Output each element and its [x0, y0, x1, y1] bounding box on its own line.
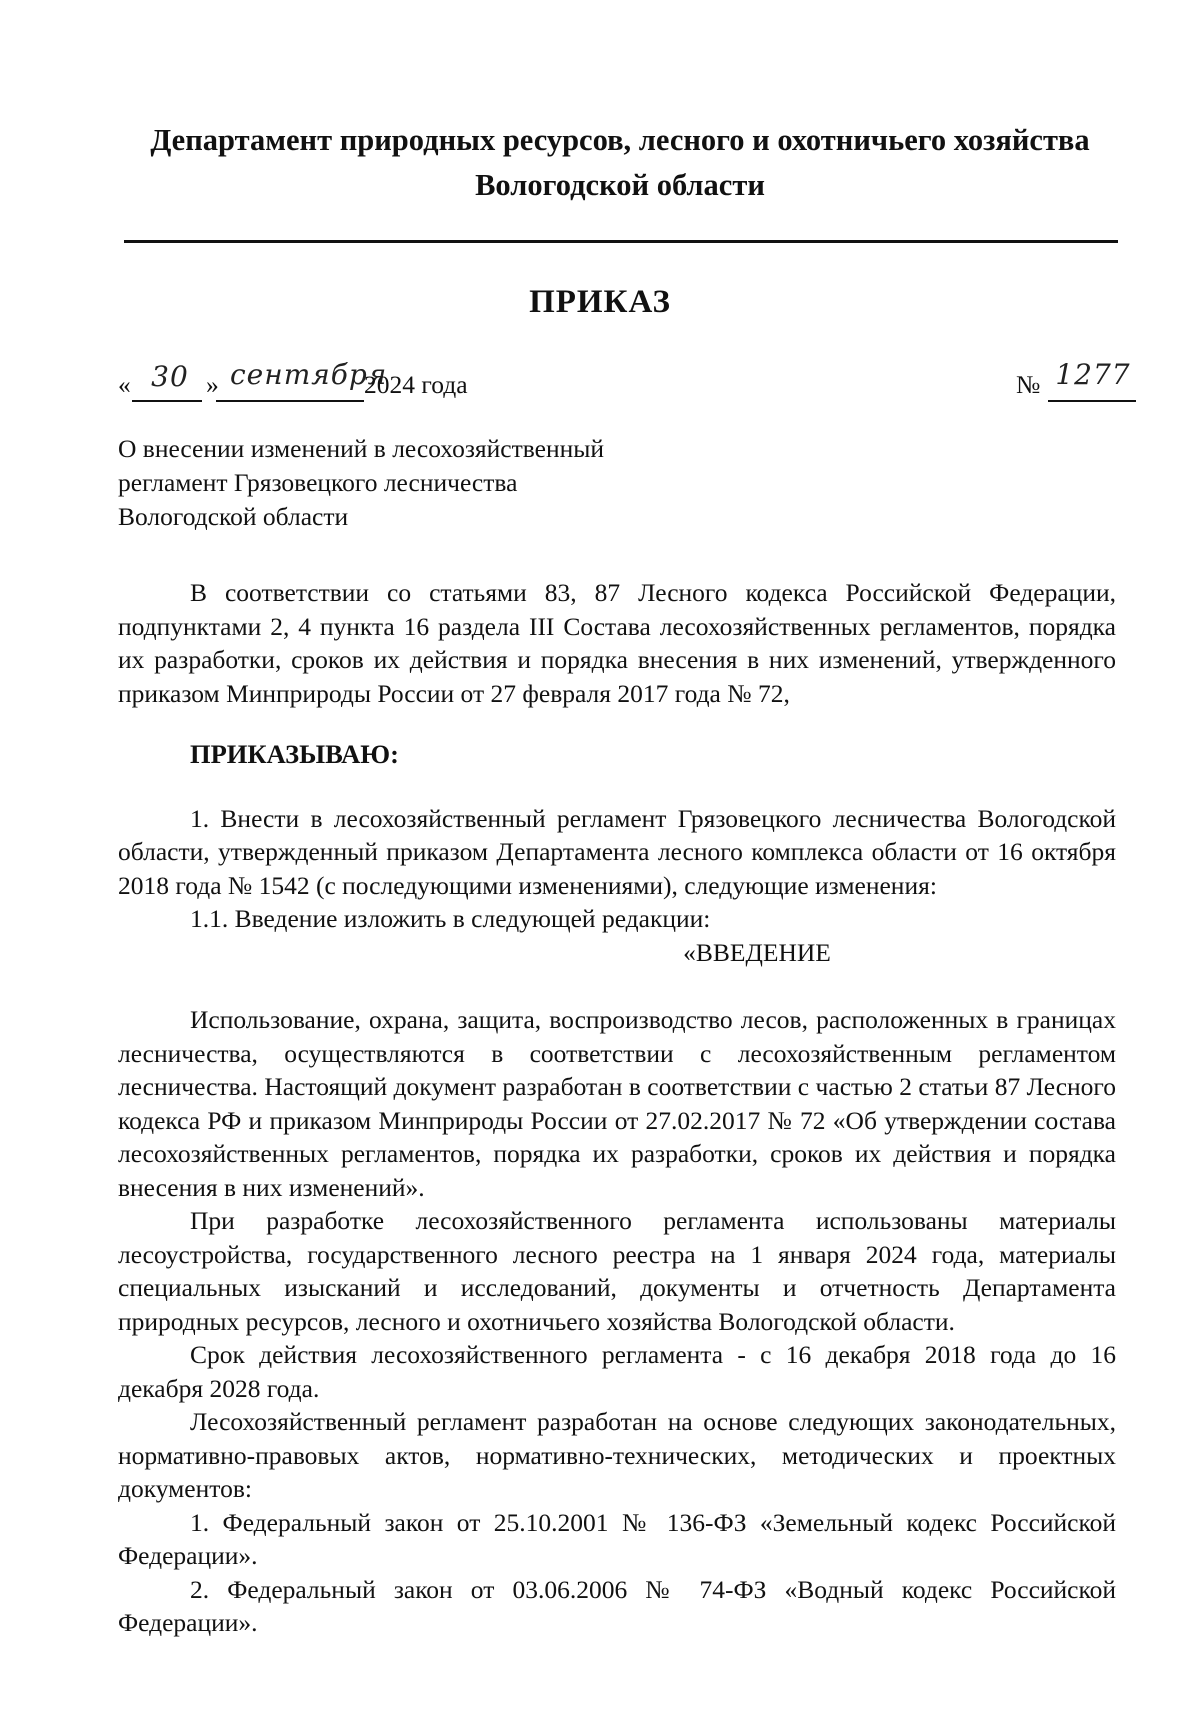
- order-subject: [118, 432, 718, 534]
- date-month-handwritten: сентября: [230, 358, 388, 391]
- intro-paragraph-4: Лесохозяйственный регламент разработан на основе следующих законодательных, нормативно-правовых актов, нормативно-технических, методических и проектных документов:: [118, 1407, 1116, 1503]
- spacer: [118, 969, 1116, 1003]
- date-open-quote: «: [118, 370, 131, 399]
- item-1-paragraph: 1. Внести в лесохозяйственный регламент Грязовецкого лесничества Вологодской области, утвержденный приказом Департамента лесного комплекса области от 16 октября 2018 года № 1542 (с последующими изменениями), следующие изменения:: [118, 803, 1116, 900]
- subject-line1: О внесении изменений в лесохозяйственный: [118, 434, 605, 463]
- preamble-paragraph: В соответствии со статьями 83, 87 Лесного кодекса Российской Федерации, подпунктами 2, 4 пункта 16 раздела III Состава лесохозяйственных регламентов, порядка их разработки, сроков их действия и порядка внесения в них изменений, утвержденного приказом Минприроды России от 27 февраля 2017 года № 72,: [118, 578, 1116, 708]
- subject-line2: регламент Грязовецкого лесничества: [118, 468, 518, 497]
- header-divider: [124, 240, 1118, 243]
- order-number-handwritten: 1277: [1055, 358, 1131, 391]
- department-name-line1: Департамент природных ресурсов, лесного и охотничьего хозяйства: [150, 123, 1090, 157]
- order-number-label: №: [1016, 370, 1041, 399]
- order-body: [118, 576, 1116, 1640]
- item-1-1-paragraph: 1.1. Введение изложить в следующей редакции:: [190, 904, 711, 933]
- document-title: ПРИКАЗ: [529, 284, 671, 320]
- order-directive-word: ПРИКАЗЫВАЮ:: [190, 739, 399, 769]
- introduction-heading: «ВВЕДЕНИЕ: [683, 937, 831, 967]
- intro-paragraph-3: Срок действия лесохозяйственного регламента - с 16 декабря 2018 года до 16 декабря 2028 года.: [118, 1340, 1116, 1403]
- date-number-line: [118, 358, 1131, 410]
- legal-act-item-2: 2. Федеральный закон от 03.06.2006 № 74-ФЗ «Водный кодекс Российской Федерации».: [118, 1574, 1116, 1637]
- department-name-line2: Вологодской области: [475, 168, 765, 202]
- date-year: 2024 года: [364, 370, 468, 399]
- legal-act-item-1: 1. Федеральный закон от 25.10.2001 № 136-ФЗ «Земельный кодекс Российской Федерации».: [118, 1507, 1116, 1570]
- intro-paragraph-1: Использование, охрана, защита, воспроизводство лесов, расположенных в границах лесничества, осуществляются в соответствии с лесохозяйственным регламентом лесничества. Настоящий документ разработан в соответствии с частью 2 статьи 87 Лесного кодекса РФ и приказом Минприроды России от 27.02.2017 № 72 «Об утверждении состава лесохозяйственных регламентов, порядка их разработки, сроков их действия и порядка внесения в них изменений».: [118, 1005, 1116, 1202]
- date-close-quote: »: [206, 370, 219, 399]
- date-day-handwritten: 30: [151, 360, 189, 393]
- department-header: [120, 118, 1120, 208]
- intro-paragraph-2: При разработке лесохозяйственного регламента использованы материалы лесоустройства, государственного лесного реестра на 1 января 2024 года, материалы специальных изысканий и исследований, документы и отчетность Департамента природных ресурсов, лесного и охотничьего хозяйства Вологодской области.: [118, 1206, 1116, 1336]
- date-day-underline: [132, 400, 202, 402]
- subject-line3: Вологодской области: [118, 502, 349, 531]
- date-month-underline: [216, 400, 364, 402]
- order-number-underline: [1048, 400, 1136, 402]
